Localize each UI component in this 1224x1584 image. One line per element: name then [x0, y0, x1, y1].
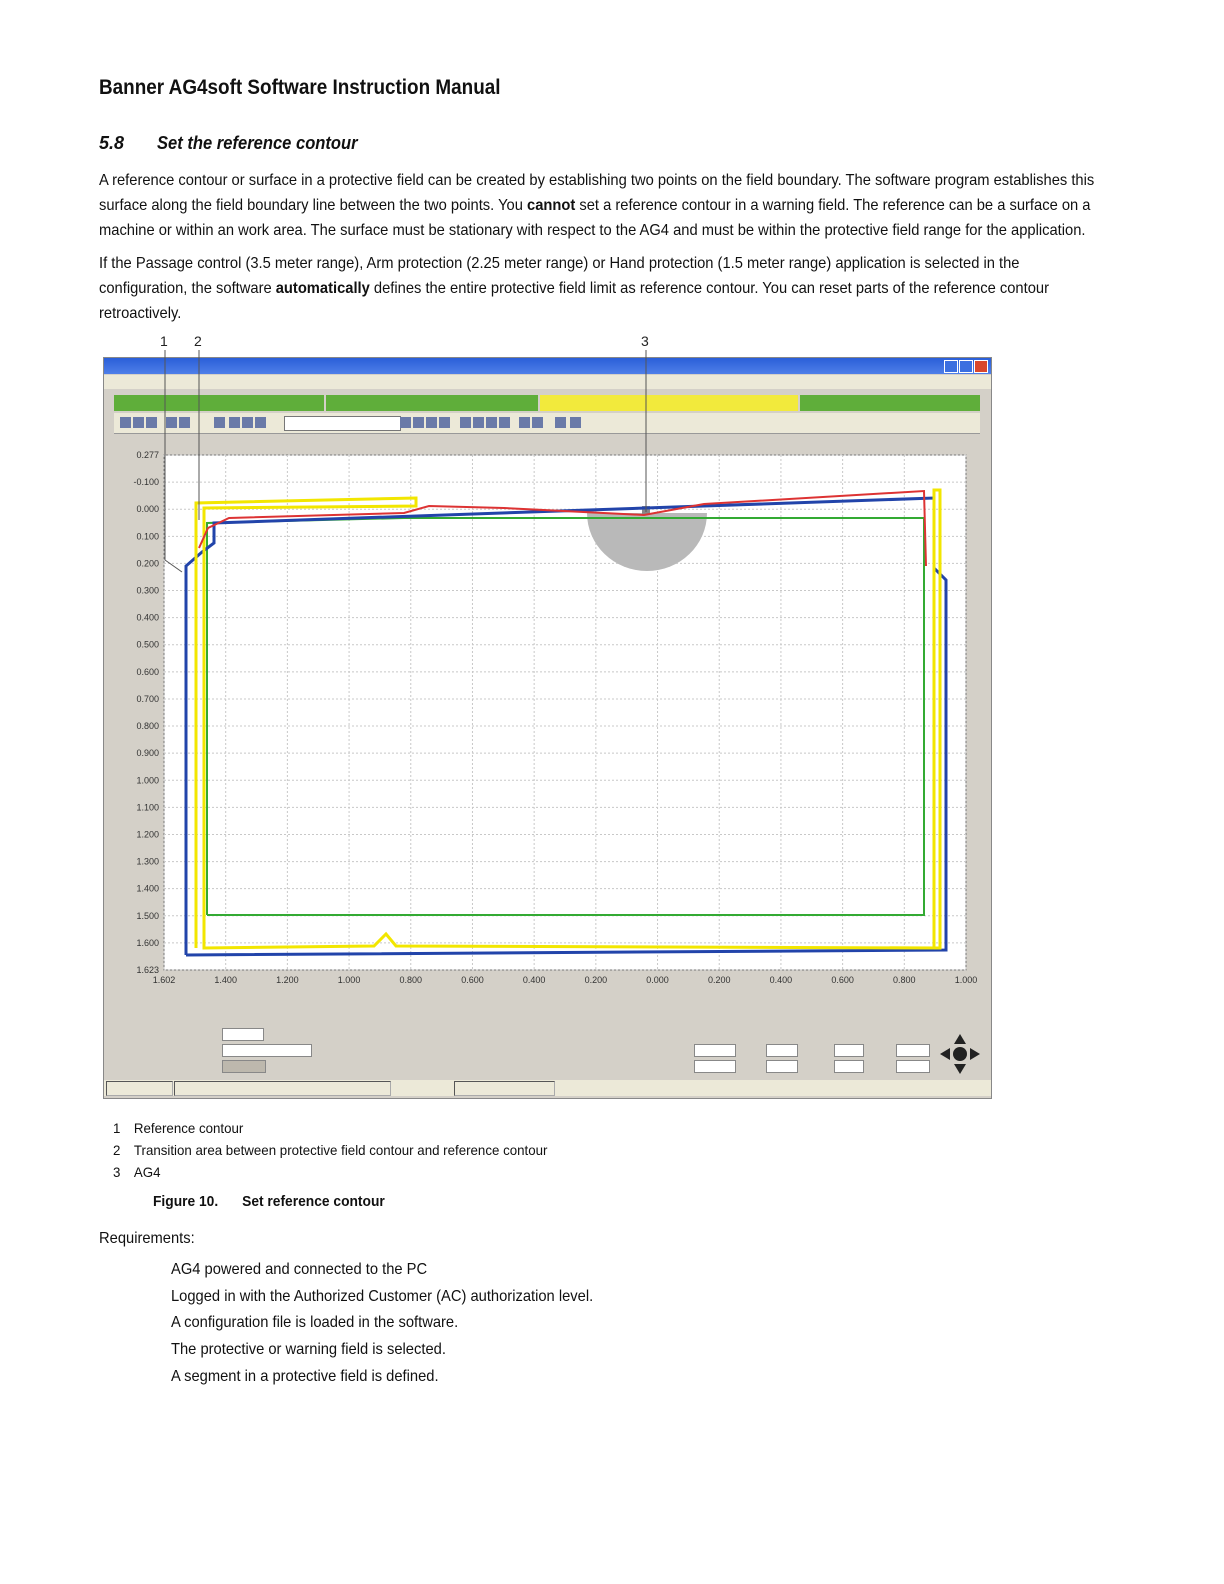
y-tick-label: 0.500	[136, 639, 159, 650]
para2-text-b: defines the entire protective field limit as reference contour. You can reset parts of the reference contour retroactively.	[99, 280, 1049, 322]
callout-1: 1	[160, 333, 168, 349]
figure-title: Set reference contour	[242, 1193, 385, 1210]
legend-num: 2	[113, 1142, 121, 1158]
y-tick-label: 1.400	[136, 883, 159, 894]
x-tick-label: 0.600	[831, 975, 854, 985]
legend-item-1	[113, 1120, 243, 1136]
readout-7	[834, 1060, 864, 1073]
para1-text-a: A reference contour or surface in a protective field can be created by establishing two points on the field boundary. The software program establishes this surface along the field boundary line between the two points. You	[99, 172, 1095, 214]
y-tick-label: 0.300	[136, 585, 159, 596]
readout-2	[766, 1044, 798, 1057]
y-tick-label: 1.100	[136, 802, 159, 813]
para2-text-a: If the Passage control (3.5 meter range), Arm protection (2.25 meter range) or Hand protection (1.5 meter range) application is selected in the configuration, the software	[99, 255, 1020, 297]
status-cell-3	[454, 1081, 555, 1096]
para1-bold: cannot	[527, 197, 576, 214]
y-tick-label: 1.623	[136, 965, 159, 975]
y-tick-label: 0.800	[136, 721, 159, 732]
x-tick-label: 0.800	[399, 975, 423, 985]
field-plot[interactable]	[104, 358, 991, 1098]
y-tick-label: 1.200	[136, 829, 159, 840]
legend-text: Transition area between protective field contour and reference contour	[133, 1142, 548, 1158]
control-button[interactable]	[222, 1060, 266, 1073]
requirement-item: The protective or warning field is selected.	[171, 1341, 446, 1358]
software-screenshot	[103, 357, 992, 1099]
requirement-item: Logged in with the Authorized Customer (AC) authorization level.	[171, 1288, 594, 1305]
y-tick-label: 0.200	[136, 558, 159, 569]
readout-3	[834, 1044, 864, 1057]
y-tick-label: 1.000	[136, 775, 159, 786]
control-input-1[interactable]	[222, 1028, 264, 1041]
y-tick-label: 0.277	[136, 450, 159, 460]
x-tick-label: 0.800	[893, 975, 916, 985]
x-tick-label: 0.000	[646, 975, 669, 985]
y-tick-label: 1.500	[136, 910, 159, 921]
y-tick-label: 0.400	[136, 612, 159, 623]
x-tick-label: 0.600	[461, 975, 484, 985]
x-tick-label: 0.400	[769, 975, 793, 985]
callout-3: 3	[641, 333, 649, 349]
x-tick-label: 1.400	[214, 975, 237, 985]
readout-6	[766, 1060, 798, 1073]
para2-bold: automatically	[275, 280, 370, 297]
y-tick-label: 0.000	[136, 504, 159, 515]
x-tick-label: 1.000	[954, 975, 978, 985]
x-tick-label: 0.200	[707, 975, 731, 985]
paragraph-reference-contour	[99, 168, 1102, 243]
legend-text: Reference contour	[133, 1120, 244, 1136]
y-tick-label: 0.100	[136, 531, 159, 542]
status-cell-2	[174, 1081, 391, 1096]
x-tick-label: 1.200	[276, 975, 299, 985]
readout-4	[896, 1044, 930, 1057]
y-tick-label: 0.900	[136, 748, 159, 759]
requirement-item: A configuration file is loaded in the software.	[171, 1314, 459, 1331]
y-tick-label: 0.700	[136, 693, 159, 704]
x-tick-label: 1.000	[337, 975, 361, 985]
figure-caption	[153, 1193, 385, 1210]
para1-text-b: set a reference contour in a warning field. The reference can be a surface on a machine or within an work area. The surface must be stationary with respect to the AG4 and must be within the protective field range for the application.	[99, 197, 1091, 239]
legend-text: AG4	[133, 1164, 161, 1180]
status-bar	[104, 1080, 991, 1096]
readout-5	[694, 1060, 736, 1073]
legend-num: 3	[113, 1164, 121, 1180]
legend-item-3	[113, 1164, 161, 1180]
readout-1	[694, 1044, 736, 1057]
legend-num: 1	[113, 1120, 121, 1136]
x-tick-label: 1.602	[152, 975, 176, 985]
section-number: 5.8	[99, 133, 125, 153]
control-input-2[interactable]	[222, 1044, 312, 1057]
y-tick-label: 0.600	[136, 666, 159, 677]
section-title: Set the reference contour	[157, 133, 358, 153]
requirements-label: Requirements:	[99, 1230, 195, 1247]
readout-8	[896, 1060, 930, 1073]
requirement-item: A segment in a protective field is defined.	[171, 1368, 439, 1385]
x-tick-label: 0.200	[584, 975, 608, 985]
legend-item-2	[113, 1142, 547, 1158]
requirement-item: AG4 powered and connected to the PC	[171, 1261, 428, 1278]
navigation-arrows-icon[interactable]	[940, 1034, 980, 1074]
callout-2: 2	[194, 333, 202, 349]
paragraph-automatic-contour	[99, 251, 1102, 326]
y-tick-label: 1.300	[136, 856, 159, 867]
document-title: Banner AG4soft Software Instruction Manual	[99, 76, 501, 99]
y-tick-label: 1.600	[136, 937, 159, 948]
figure-label: Figure 10.	[153, 1193, 219, 1210]
x-tick-label: 0.400	[522, 975, 546, 985]
status-cell-1	[106, 1081, 173, 1096]
y-tick-label: -0.100	[133, 477, 159, 488]
plot-area	[164, 455, 966, 970]
